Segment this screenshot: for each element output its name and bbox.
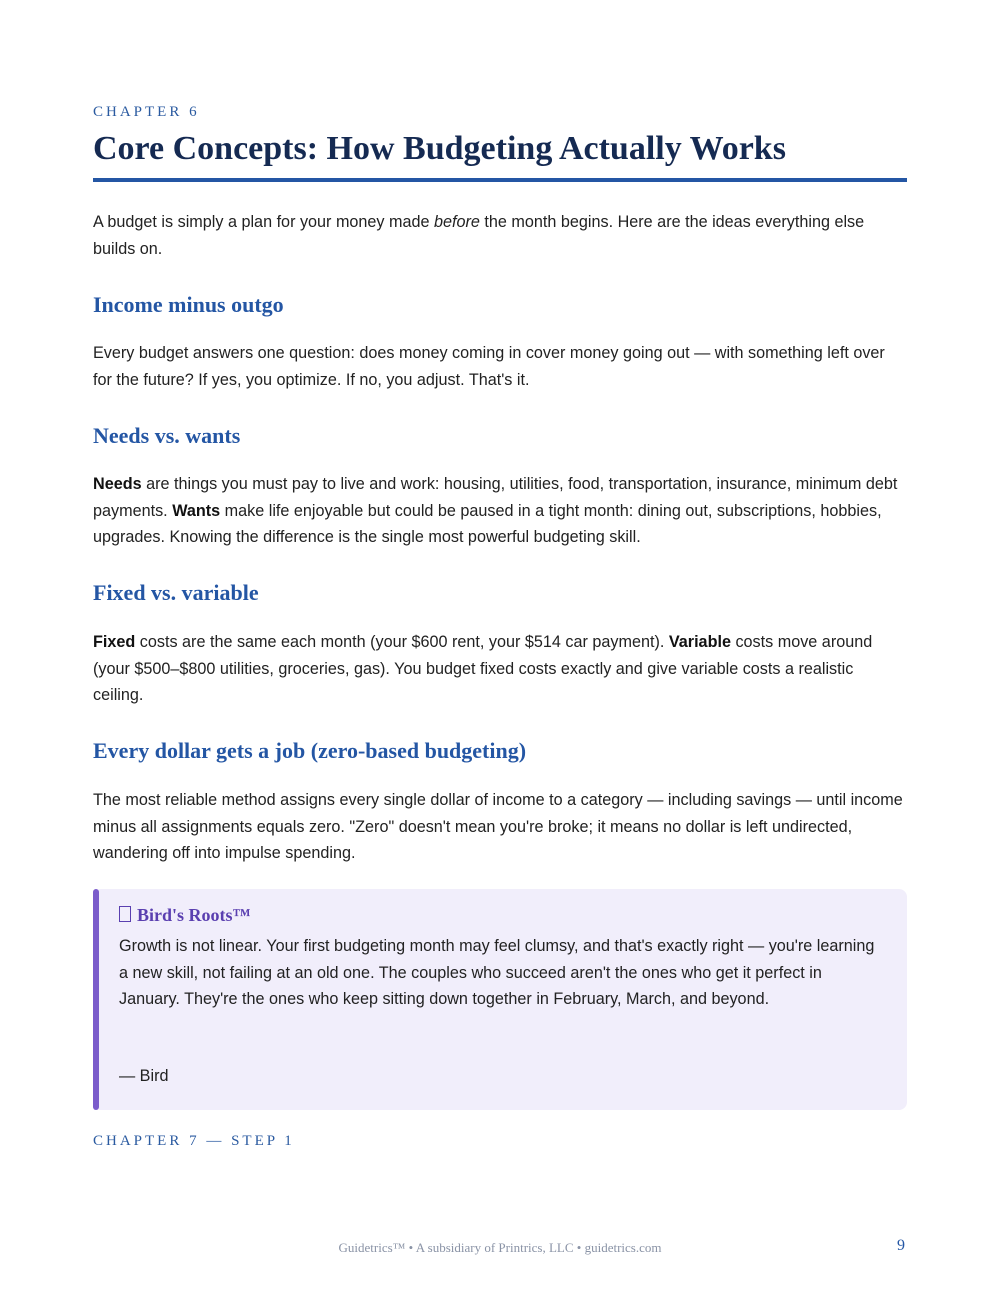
section-text-zero-based: The most reliable method assigns every single dollar of income to a category — including savings — until income minus all assignments equals zero. "Zero" doesn't mean you're broke; it means no dollar is left undirected, wandering off into impulse spending. xyxy=(93,791,903,862)
term-needs: Needs xyxy=(93,475,142,493)
page-number: 9 xyxy=(897,1237,905,1254)
section-text-income: Every budget answers one question: does money coming in cover money going out — with something left over for the future? If yes, you optimize. If no, you adjust. That's it. xyxy=(93,344,885,389)
title-rule xyxy=(93,178,907,182)
term-wants: Wants xyxy=(172,501,221,520)
needs-text: are things you must pay to live and work: housing, utilities, food, transportation, insurance, minimum debt payments. xyxy=(93,475,898,520)
fixed-text: costs are the same each month (your $600 rent, your $514 car payment). xyxy=(135,633,669,651)
section-heading-needs: Needs vs. wants xyxy=(93,423,241,448)
birds-roots-callout xyxy=(93,889,907,1110)
term-fixed: Fixed xyxy=(93,633,136,651)
chapter-label: CHAPTER 6 xyxy=(93,104,200,120)
callout-accent-bar xyxy=(93,889,99,1110)
intro-emphasis: before xyxy=(434,213,480,231)
section-heading-fixed: Fixed vs. variable xyxy=(93,580,259,605)
term-variable: Variable xyxy=(668,633,731,651)
section-heading-income: Income minus outgo xyxy=(93,292,284,317)
callout-signature: — Bird xyxy=(119,1067,169,1085)
section-heading-zero-based: Every dollar gets a job (zero-based budgeting) xyxy=(93,738,527,763)
section-text-needs xyxy=(93,471,907,551)
missing-glyph-icon xyxy=(119,906,131,922)
callout-body: Growth is not linear. Your first budgeting month may feel clumsy, and that's exactly right — you're learning a new skill, not failing at an old one. The couples who succeed aren't the ones who get it perfect in January. They're the ones who keep sitting down together in February, March, and beyond. xyxy=(119,937,875,1009)
callout-title xyxy=(119,905,251,926)
intro-text-1: A budget is simply a plan for your money made xyxy=(93,213,435,231)
next-chapter-label: CHAPTER 7 — STEP 1 xyxy=(93,1133,295,1149)
section-text-fixed xyxy=(93,629,907,709)
intro-text-2: the month begins. Here are the ideas everything else builds on. xyxy=(93,213,865,258)
callout-title-text: Bird's Roots™ xyxy=(137,905,251,925)
wants-text: make life enjoyable but could be paused in a tight month: dining out, subscriptions, hobbies, upgrades. Knowing the difference is the single most powerful budgeting skill. xyxy=(93,501,882,546)
intro-paragraph xyxy=(93,209,907,262)
page-footer: Guidetrics™ • A subsidiary of Printrics, LLC • guidetrics.com xyxy=(338,1240,662,1255)
variable-text: costs move around (your $500–$800 utilities, groceries, gas). You budget fixed costs exactly and give variable costs a realistic ceiling. xyxy=(93,633,873,704)
page-title: Core Concepts: How Budgeting Actually Works xyxy=(93,130,786,167)
